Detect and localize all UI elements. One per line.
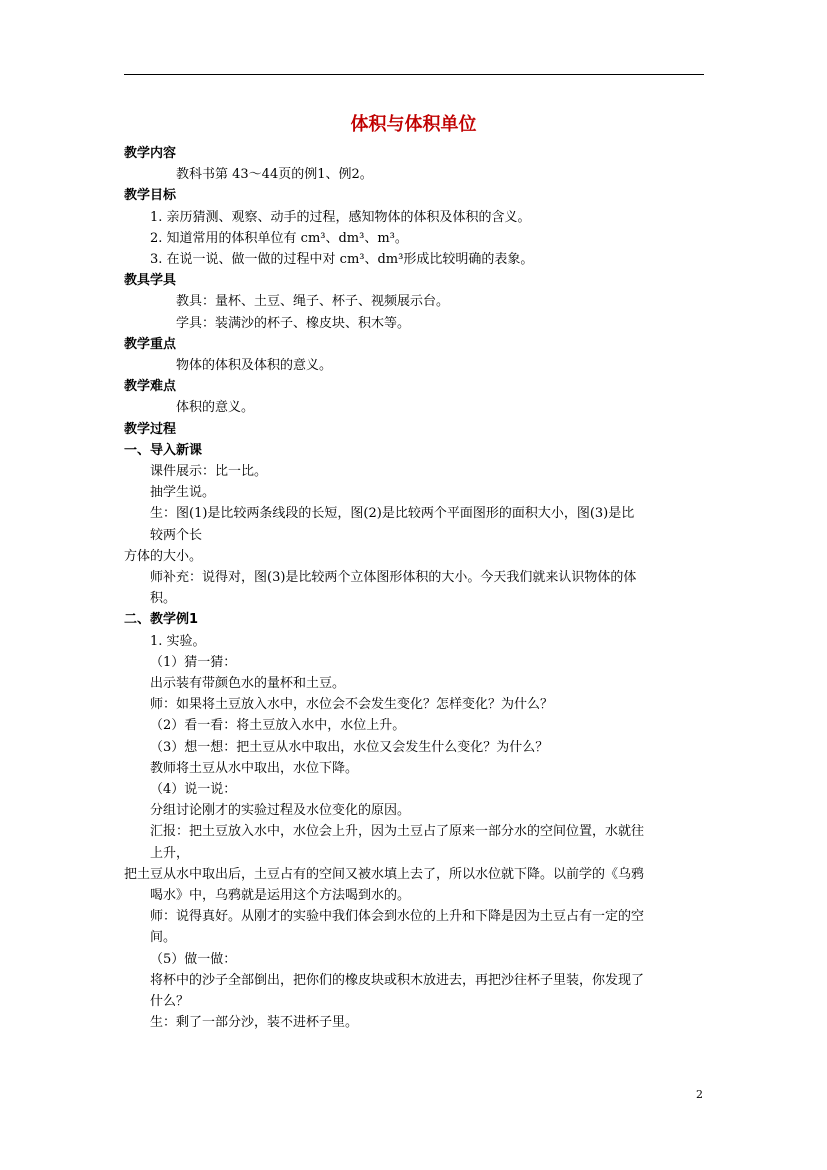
text-line: （2）看一看：将土豆放入水中，水位上升。 <box>150 718 406 734</box>
section-heading: 教学内容 <box>124 146 177 161</box>
text-line: 较两个长 <box>150 527 203 543</box>
text-line: 间。 <box>150 930 177 946</box>
text-line: 2. 知道常用的体积单位有 cm³、dm³、m³。 <box>150 230 408 246</box>
text-line: （3）想一想：把土豆从水中取出，水位又会发生什么变化？为什么？ <box>150 739 549 755</box>
text-line: 师：说得真好。从刚才的实验中我们体会到水位的上升和下降是因为土豆占有一定的空 <box>150 909 645 925</box>
text-line: （4）说一说： <box>150 782 237 797</box>
section-heading: 教学过程 <box>124 421 177 437</box>
text-line: 抽学生说。 <box>150 485 216 501</box>
section-heading: 教学重点 <box>124 336 177 352</box>
text-line: 生：剩了一部分沙，装不进杯子里。 <box>150 1015 359 1031</box>
text-line: 体积的意义。 <box>176 400 255 416</box>
text-line: 学具：装满沙的杯子、橡皮块、积木等。 <box>176 315 411 331</box>
text-line: 生：图(1)是比较两条线段的长短，图(2)是比较两个平面图形的面积大小，图(3)是比 <box>150 506 635 522</box>
section-heading: 教学目标 <box>124 188 177 204</box>
text-line: 教师将土豆从水中取出，水位下降。 <box>150 760 359 776</box>
text-line: 物体的体积及体积的意义。 <box>176 358 333 373</box>
page-number: 2 <box>696 1088 703 1101</box>
text-line: 教科书第 43～44页的例1、例2。 <box>176 167 373 183</box>
header-rule <box>124 74 704 75</box>
text-line: 1. 实验。 <box>150 633 206 649</box>
text-line: 喝水》中，乌鸦就是运用这个方法喝到水的。 <box>150 888 411 903</box>
text-line: 出示装有带颜色水的量杯和土豆。 <box>150 676 346 691</box>
text-line: 汇报：把土豆放入水中，水位会上升，因为土豆占了原来一部分水的空间位置，水就往 <box>150 824 645 840</box>
text-line: 分组讨论刚才的实验过程及水位变化的原因。 <box>150 803 411 819</box>
text-line: （5）做一做： <box>150 951 237 967</box>
text-line: 上升， <box>150 845 190 861</box>
text-line: 师：如果将土豆放入水中，水位会不会发生变化？怎样变化？为什么？ <box>150 697 554 713</box>
text-line: 师补充：说得对，图(3)是比较两个立体图形体积的大小。今天我们就来认识物体的体 <box>150 570 637 585</box>
text-line: 把土豆从水中取出后，土豆占有的空间又被水填上去了，所以水位就下降。以前学的《乌鸦 <box>124 866 645 882</box>
text-line: 什么？ <box>150 994 190 1009</box>
text-line: 教具：量杯、土豆、绳子、杯子、视频展示台。 <box>176 294 450 310</box>
text-line: 课件展示：比一比。 <box>150 464 268 479</box>
text-line: 方体的大小。 <box>124 548 203 564</box>
text-line: 积。 <box>150 591 177 607</box>
text-line: 3. 在说一说、做一做的过程中对 cm³、dm³形成比较明确的表象。 <box>150 252 534 267</box>
section-heading: 二、教学例1 <box>124 612 199 628</box>
section-heading: 教学难点 <box>124 379 177 395</box>
section-heading: 一、导入新课 <box>124 442 203 458</box>
text-line: （1）猜一猜： <box>150 654 237 670</box>
text-line: 1. 亲历猜测、观察、动手的过程，感知物体的体积及体积的含义。 <box>150 209 531 225</box>
section-heading: 教具学具 <box>124 273 177 289</box>
text-line: 将杯中的沙子全部倒出，把你们的橡皮块或积木放进去，再把沙往杯子里装，你发现了 <box>150 972 645 988</box>
page-title: 体积与体积单位 <box>350 114 477 135</box>
